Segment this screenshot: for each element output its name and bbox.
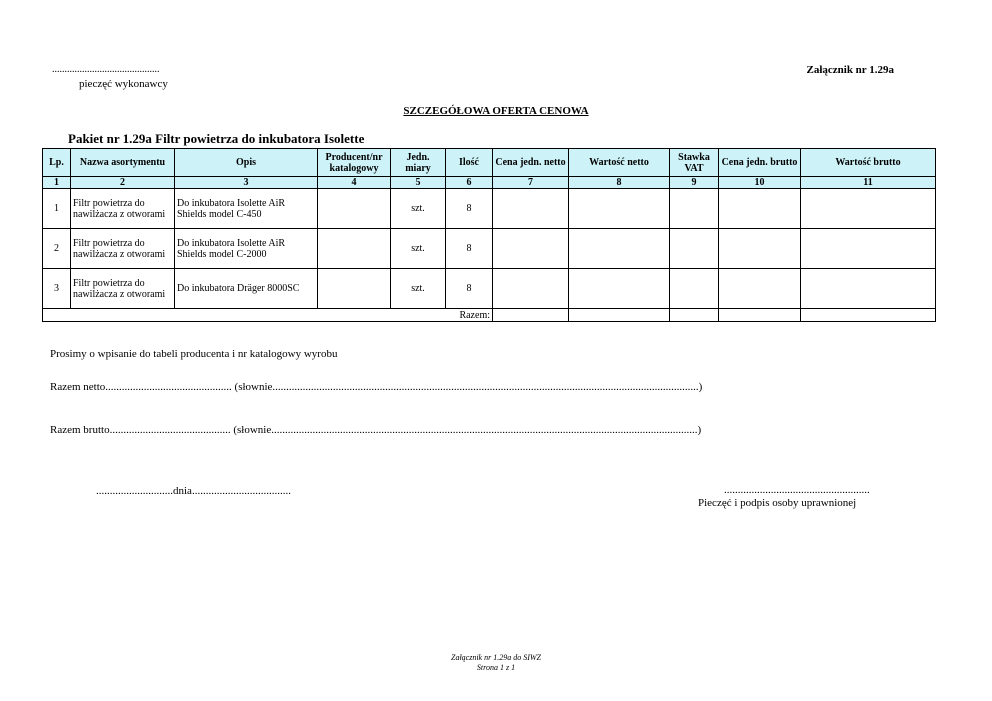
footer-annex: Załącznik nr 1.29a do SIWZ — [451, 653, 541, 662]
col-header: Producent/nr katalogowy — [318, 149, 391, 177]
row-desc: Do inkubatora Isolette AiR Shields model C-450 — [175, 189, 318, 229]
request-note: Prosimy o wpisanie do tabeli producenta i nr katalogowy wyrobu — [50, 348, 338, 360]
col-number: 5 — [391, 177, 446, 189]
col-header: Lp. — [43, 149, 71, 177]
total-netto-line: Razem netto.............................................. (słownie...........................................................................................................................................................) — [50, 381, 703, 393]
col-header: Jedn. miary — [391, 149, 446, 177]
total-gross-value-cell[interactable] — [801, 309, 936, 322]
row-producer-cell[interactable] — [318, 229, 391, 269]
row-gross-value-cell[interactable] — [801, 189, 936, 229]
total-row — [43, 309, 936, 322]
row-unit-gross-cell[interactable] — [719, 189, 801, 229]
column-number-row — [43, 177, 936, 189]
row-unit-net-cell[interactable] — [493, 229, 569, 269]
row-vat-cell[interactable] — [670, 189, 719, 229]
table-row — [43, 269, 936, 309]
row-lp: 1 — [43, 189, 71, 229]
total-unit-net-cell[interactable] — [493, 309, 569, 322]
row-net-value-cell[interactable] — [569, 229, 670, 269]
row-unit-net-cell[interactable] — [493, 269, 569, 309]
row-gross-value-cell[interactable] — [801, 269, 936, 309]
row-lp: 2 — [43, 229, 71, 269]
col-header: Opis — [175, 149, 318, 177]
row-lp: 3 — [43, 269, 71, 309]
col-number: 7 — [493, 177, 569, 189]
col-header: Cena jedn. brutto — [719, 149, 801, 177]
package-title: Pakiet nr 1.29a Filtr powietrza do inkubatora Isolette — [68, 131, 365, 146]
row-name: Filtr powietrza do nawilżacza z otworami — [71, 269, 175, 309]
col-header: Stawka VAT — [670, 149, 719, 177]
col-header: Nazwa asortymentu — [71, 149, 175, 177]
row-unit: szt. — [391, 189, 446, 229]
row-net-value-cell[interactable] — [569, 189, 670, 229]
row-qty: 8 — [446, 269, 493, 309]
table-row — [43, 189, 936, 229]
col-number: 11 — [801, 177, 936, 189]
stamp-dots: ........................................... — [52, 64, 160, 75]
col-header: Cena jedn. netto — [493, 149, 569, 177]
row-qty: 8 — [446, 229, 493, 269]
col-header: Ilość — [446, 149, 493, 177]
total-unit-gross-cell[interactable] — [719, 309, 801, 322]
date-line: ............................dnia.................................... — [96, 485, 291, 497]
row-unit-gross-cell[interactable] — [719, 229, 801, 269]
row-desc: Do inkubatora Dräger 8000SC — [175, 269, 318, 309]
row-qty: 8 — [446, 189, 493, 229]
row-unit: szt. — [391, 269, 446, 309]
footer-page: Strona 1 z 1 — [476, 663, 516, 672]
row-unit-gross-cell[interactable] — [719, 269, 801, 309]
signature-dots: ..................................................... — [724, 484, 870, 496]
col-number: 9 — [670, 177, 719, 189]
signature-label: Pieczęć i podpis osoby uprawnionej — [698, 497, 857, 509]
row-vat-cell[interactable] — [670, 269, 719, 309]
total-brutto-line: Razem brutto............................................ (słownie...........................................................................................................................................................) — [50, 424, 702, 436]
col-number: 3 — [175, 177, 318, 189]
row-producer-cell[interactable] — [318, 269, 391, 309]
row-desc: Do inkubatora Isolette AiR Shields model C-2000 — [175, 229, 318, 269]
total-label: Razem: — [43, 309, 493, 322]
row-net-value-cell[interactable] — [569, 269, 670, 309]
total-net-value-cell[interactable] — [569, 309, 670, 322]
annex-label: Załącznik nr 1.29a — [806, 64, 894, 76]
stamp-label: pieczęć wykonawcy — [79, 78, 168, 90]
col-number: 8 — [569, 177, 670, 189]
col-number: 2 — [71, 177, 175, 189]
col-number: 10 — [719, 177, 801, 189]
row-name: Filtr powietrza do nawilżacza z otworami — [71, 229, 175, 269]
row-unit: szt. — [391, 229, 446, 269]
row-producer-cell[interactable] — [318, 189, 391, 229]
table-header-row — [43, 149, 936, 177]
col-header: Wartość netto — [569, 149, 670, 177]
col-number: 6 — [446, 177, 493, 189]
col-number: 4 — [318, 177, 391, 189]
col-number: 1 — [43, 177, 71, 189]
row-unit-net-cell[interactable] — [493, 189, 569, 229]
table-row — [43, 229, 936, 269]
row-vat-cell[interactable] — [670, 229, 719, 269]
row-gross-value-cell[interactable] — [801, 229, 936, 269]
col-header: Wartość brutto — [801, 149, 936, 177]
total-vat-cell[interactable] — [670, 309, 719, 322]
offer-table — [42, 148, 936, 322]
row-name: Filtr powietrza do nawilżacza z otworami — [71, 189, 175, 229]
document-title: SZCZEGÓŁOWA OFERTA CENOWA — [403, 105, 589, 117]
